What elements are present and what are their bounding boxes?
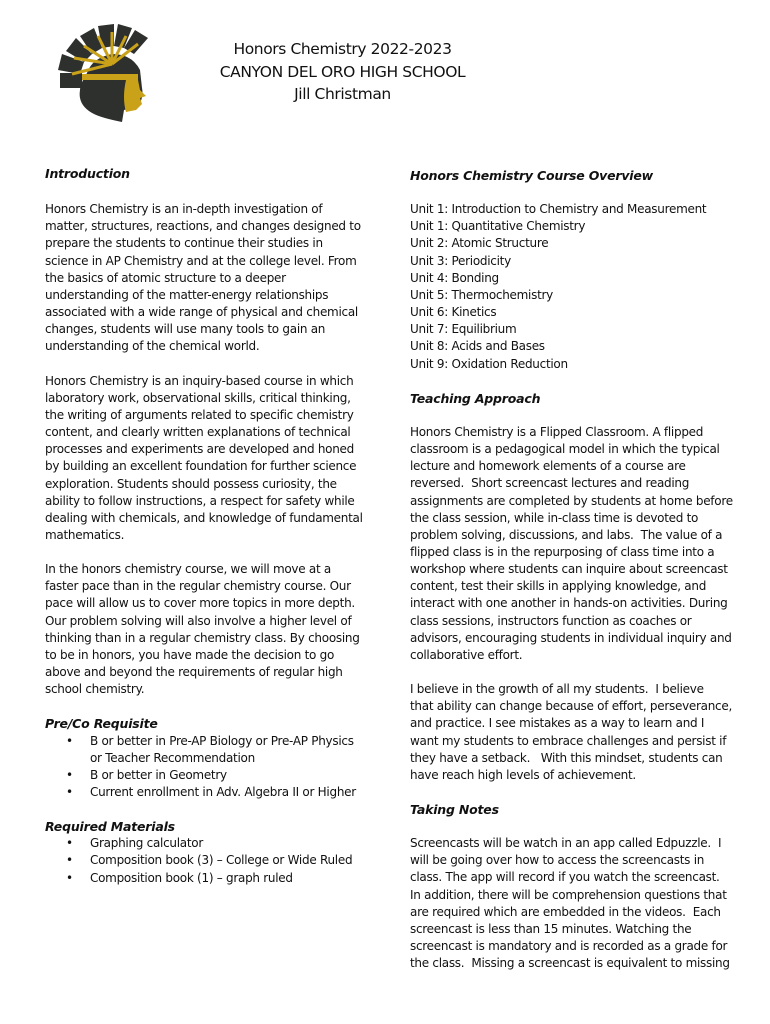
text-line: the writing of arguments related to specific chemistry bbox=[45, 407, 354, 422]
text-line: collaborative effort. bbox=[410, 647, 523, 662]
text-line: changes, students will use many tools to gain an bbox=[45, 322, 326, 337]
text-line: the class session, while in-class time is devoted to bbox=[410, 510, 699, 525]
list-item-text: Composition book (3) – College or Wide Ruled bbox=[90, 853, 353, 868]
text-line: that ability can change because of effort, perseverance, bbox=[410, 699, 733, 714]
unit-list bbox=[410, 201, 760, 373]
prerequisite-heading: Pre/Co Requisite bbox=[45, 716, 158, 732]
text-line: Unit 5: Thermochemistry bbox=[410, 287, 553, 302]
text-line: Unit 4: Bonding bbox=[410, 270, 499, 285]
text-line: content, test their skills in applying knowledge, and bbox=[410, 579, 707, 594]
text-line: above and beyond the requirements of regular high bbox=[45, 665, 343, 680]
text-line: prepare the students to continue their studies in bbox=[45, 236, 323, 251]
text-line: class sessions, instructors function as coaches or bbox=[410, 613, 692, 628]
school-mascot-logo bbox=[52, 18, 162, 123]
text-line: Unit 9: Oxidation Reduction bbox=[410, 356, 568, 371]
text-line: associated with a wide range of physical and chemical bbox=[45, 305, 358, 320]
required-materials-heading: Required Materials bbox=[45, 819, 175, 835]
text-line: understanding of the chemical world. bbox=[45, 339, 260, 354]
intro-paragraph-1 bbox=[45, 201, 390, 355]
text-line: thinking than in a regular chemistry class. By choosing bbox=[45, 630, 360, 645]
text-line: to be in honors, you have made the decision to go bbox=[45, 647, 335, 662]
text-line: science in AP Chemistry and at the college level. From bbox=[45, 253, 357, 268]
bullet-icon: • bbox=[66, 767, 73, 782]
text-line: Honors Chemistry is an inquiry-based course in which bbox=[45, 373, 354, 388]
text-line: want my students to embrace challenges and persist if bbox=[410, 733, 727, 748]
text-line: processes and experiments are developed and honed bbox=[45, 442, 354, 457]
list-item bbox=[45, 767, 390, 784]
text-line: Unit 1: Introduction to Chemistry and Measurement bbox=[410, 202, 707, 217]
text-line: will be going over how to access the screencasts in bbox=[410, 853, 705, 868]
bullet-icon: • bbox=[66, 733, 73, 748]
teaching-paragraph-2 bbox=[410, 681, 760, 784]
text-line: assignments are completed by students at home before bbox=[410, 493, 733, 508]
text-line: content, and clearly written explanations of technical bbox=[45, 425, 351, 440]
teacher-name: Jill Christman bbox=[294, 85, 391, 103]
right-column bbox=[410, 167, 760, 972]
text-line: In addition, there will be comprehension questions that bbox=[410, 887, 727, 902]
teaching-paragraph-1 bbox=[410, 424, 760, 664]
prerequisite-list bbox=[45, 733, 390, 802]
list-item-text: Current enrollment in Adv. Algebra II or Higher bbox=[90, 785, 356, 799]
list-item-text: Graphing calculator bbox=[90, 836, 204, 851]
text-line: understanding of the matter-energy relationships bbox=[45, 287, 329, 302]
intro-paragraph-3 bbox=[45, 561, 390, 698]
text-line: are required which are embedded in the videos. Each bbox=[410, 904, 721, 919]
text-line: pace will allow us to cover more topics in more depth. bbox=[45, 596, 355, 611]
text-line: laboratory work, observational skills, critical thinking, bbox=[45, 390, 351, 405]
text-line: Our problem solving will also involve a higher level of bbox=[45, 613, 352, 628]
text-line: they have a setback. With this mindset, students can bbox=[410, 750, 723, 765]
text-line: by building an excellent foundation for further science bbox=[45, 459, 357, 474]
course-overview-heading: Honors Chemistry Course Overview bbox=[410, 168, 654, 183]
text-line: workshop where students can inquire about screencast bbox=[410, 562, 728, 577]
bullet-icon: • bbox=[66, 853, 73, 868]
list-item-text: B or better in Geometry bbox=[90, 767, 227, 782]
course-title: Honors Chemistry 2022-2023 bbox=[233, 40, 452, 58]
introduction-heading: Introduction bbox=[45, 166, 130, 181]
text-line: Screencasts will be watch in an app called Edpuzzle. I bbox=[410, 836, 722, 851]
text-line: have reach high levels of achievement. bbox=[410, 767, 636, 782]
text-line: mathematics. bbox=[45, 527, 125, 542]
list-item-text: Composition book (1) – graph ruled bbox=[90, 870, 293, 885]
text-line: advisors, encouraging students in individual inquiry and bbox=[410, 630, 732, 645]
text-line: reversed. Short screencast lectures and reading bbox=[410, 476, 690, 491]
text-line: ability to follow instructions, a respect for safety while bbox=[45, 493, 355, 508]
list-item bbox=[45, 870, 390, 887]
school-name: CANYON DEL ORO HIGH SCHOOL bbox=[219, 62, 466, 81]
left-column bbox=[45, 165, 390, 887]
text-line: school chemistry. bbox=[45, 682, 145, 697]
text-line: screencast is mandatory and is recorded as a grade for bbox=[410, 939, 728, 954]
bullet-icon: • bbox=[66, 870, 73, 885]
text-line: flipped class is in the repurposing of class time into a bbox=[410, 544, 715, 559]
taking-notes-heading: Taking Notes bbox=[410, 802, 499, 817]
text-line: classroom is a pedagogical model in which the typical bbox=[410, 442, 720, 457]
list-item bbox=[45, 784, 390, 801]
text-line: Unit 3: Periodicity bbox=[410, 253, 511, 268]
bullet-icon: • bbox=[66, 836, 73, 851]
text-line: lecture and homework elements of a course are bbox=[410, 459, 686, 474]
list-item-text: B or better in Pre-AP Biology or Pre-AP Physics or Teacher Recommendation bbox=[90, 733, 354, 765]
text-line: the basics of atomic structure to a deeper bbox=[45, 270, 286, 285]
text-line: Honors Chemistry is a Flipped Classroom. A flipped bbox=[410, 424, 704, 439]
text-line: Unit 1: Quantitative Chemistry bbox=[410, 219, 586, 234]
document-header bbox=[190, 38, 495, 106]
list-item bbox=[45, 835, 390, 852]
list-item bbox=[45, 852, 390, 869]
text-line: and practice. I see mistakes as a way to learn and I bbox=[410, 716, 705, 731]
materials-list bbox=[45, 835, 390, 886]
taking-notes-paragraph bbox=[410, 835, 760, 972]
text-line: Unit 7: Equilibrium bbox=[410, 322, 517, 337]
text-line: I believe in the growth of all my students. I believe bbox=[410, 682, 704, 697]
text-line: Honors Chemistry is an in-depth investigation of bbox=[45, 202, 323, 217]
intro-paragraph-2 bbox=[45, 373, 390, 545]
text-line: matter, structures, reactions, and changes designed to bbox=[45, 219, 361, 234]
list-item bbox=[45, 733, 390, 767]
text-line: problem solving, discussions, and labs. The value of a bbox=[410, 527, 723, 542]
text-line: Unit 6: Kinetics bbox=[410, 305, 497, 320]
text-line: class. The app will record if you watch the screencast. bbox=[410, 870, 720, 885]
text-line: dealing with chemicals, and knowledge of fundamental bbox=[45, 510, 363, 525]
text-line: screencast is less than 15 minutes. Watching the bbox=[410, 921, 692, 936]
text-line: Unit 2: Atomic Structure bbox=[410, 236, 549, 251]
text-line: exploration. Students should possess curiosity, the bbox=[45, 476, 337, 491]
text-line: faster pace than in the regular chemistry course. Our bbox=[45, 579, 351, 594]
text-line: the class. Missing a screencast is equivalent to missing bbox=[410, 956, 730, 971]
text-line: In the honors chemistry course, we will move at a bbox=[45, 562, 331, 577]
bullet-icon: • bbox=[66, 785, 73, 799]
teaching-approach-heading: Teaching Approach bbox=[410, 390, 541, 406]
text-line: interact with one another in hands-on activities. During bbox=[410, 596, 728, 611]
text-line: Unit 8: Acids and Bases bbox=[410, 339, 545, 354]
